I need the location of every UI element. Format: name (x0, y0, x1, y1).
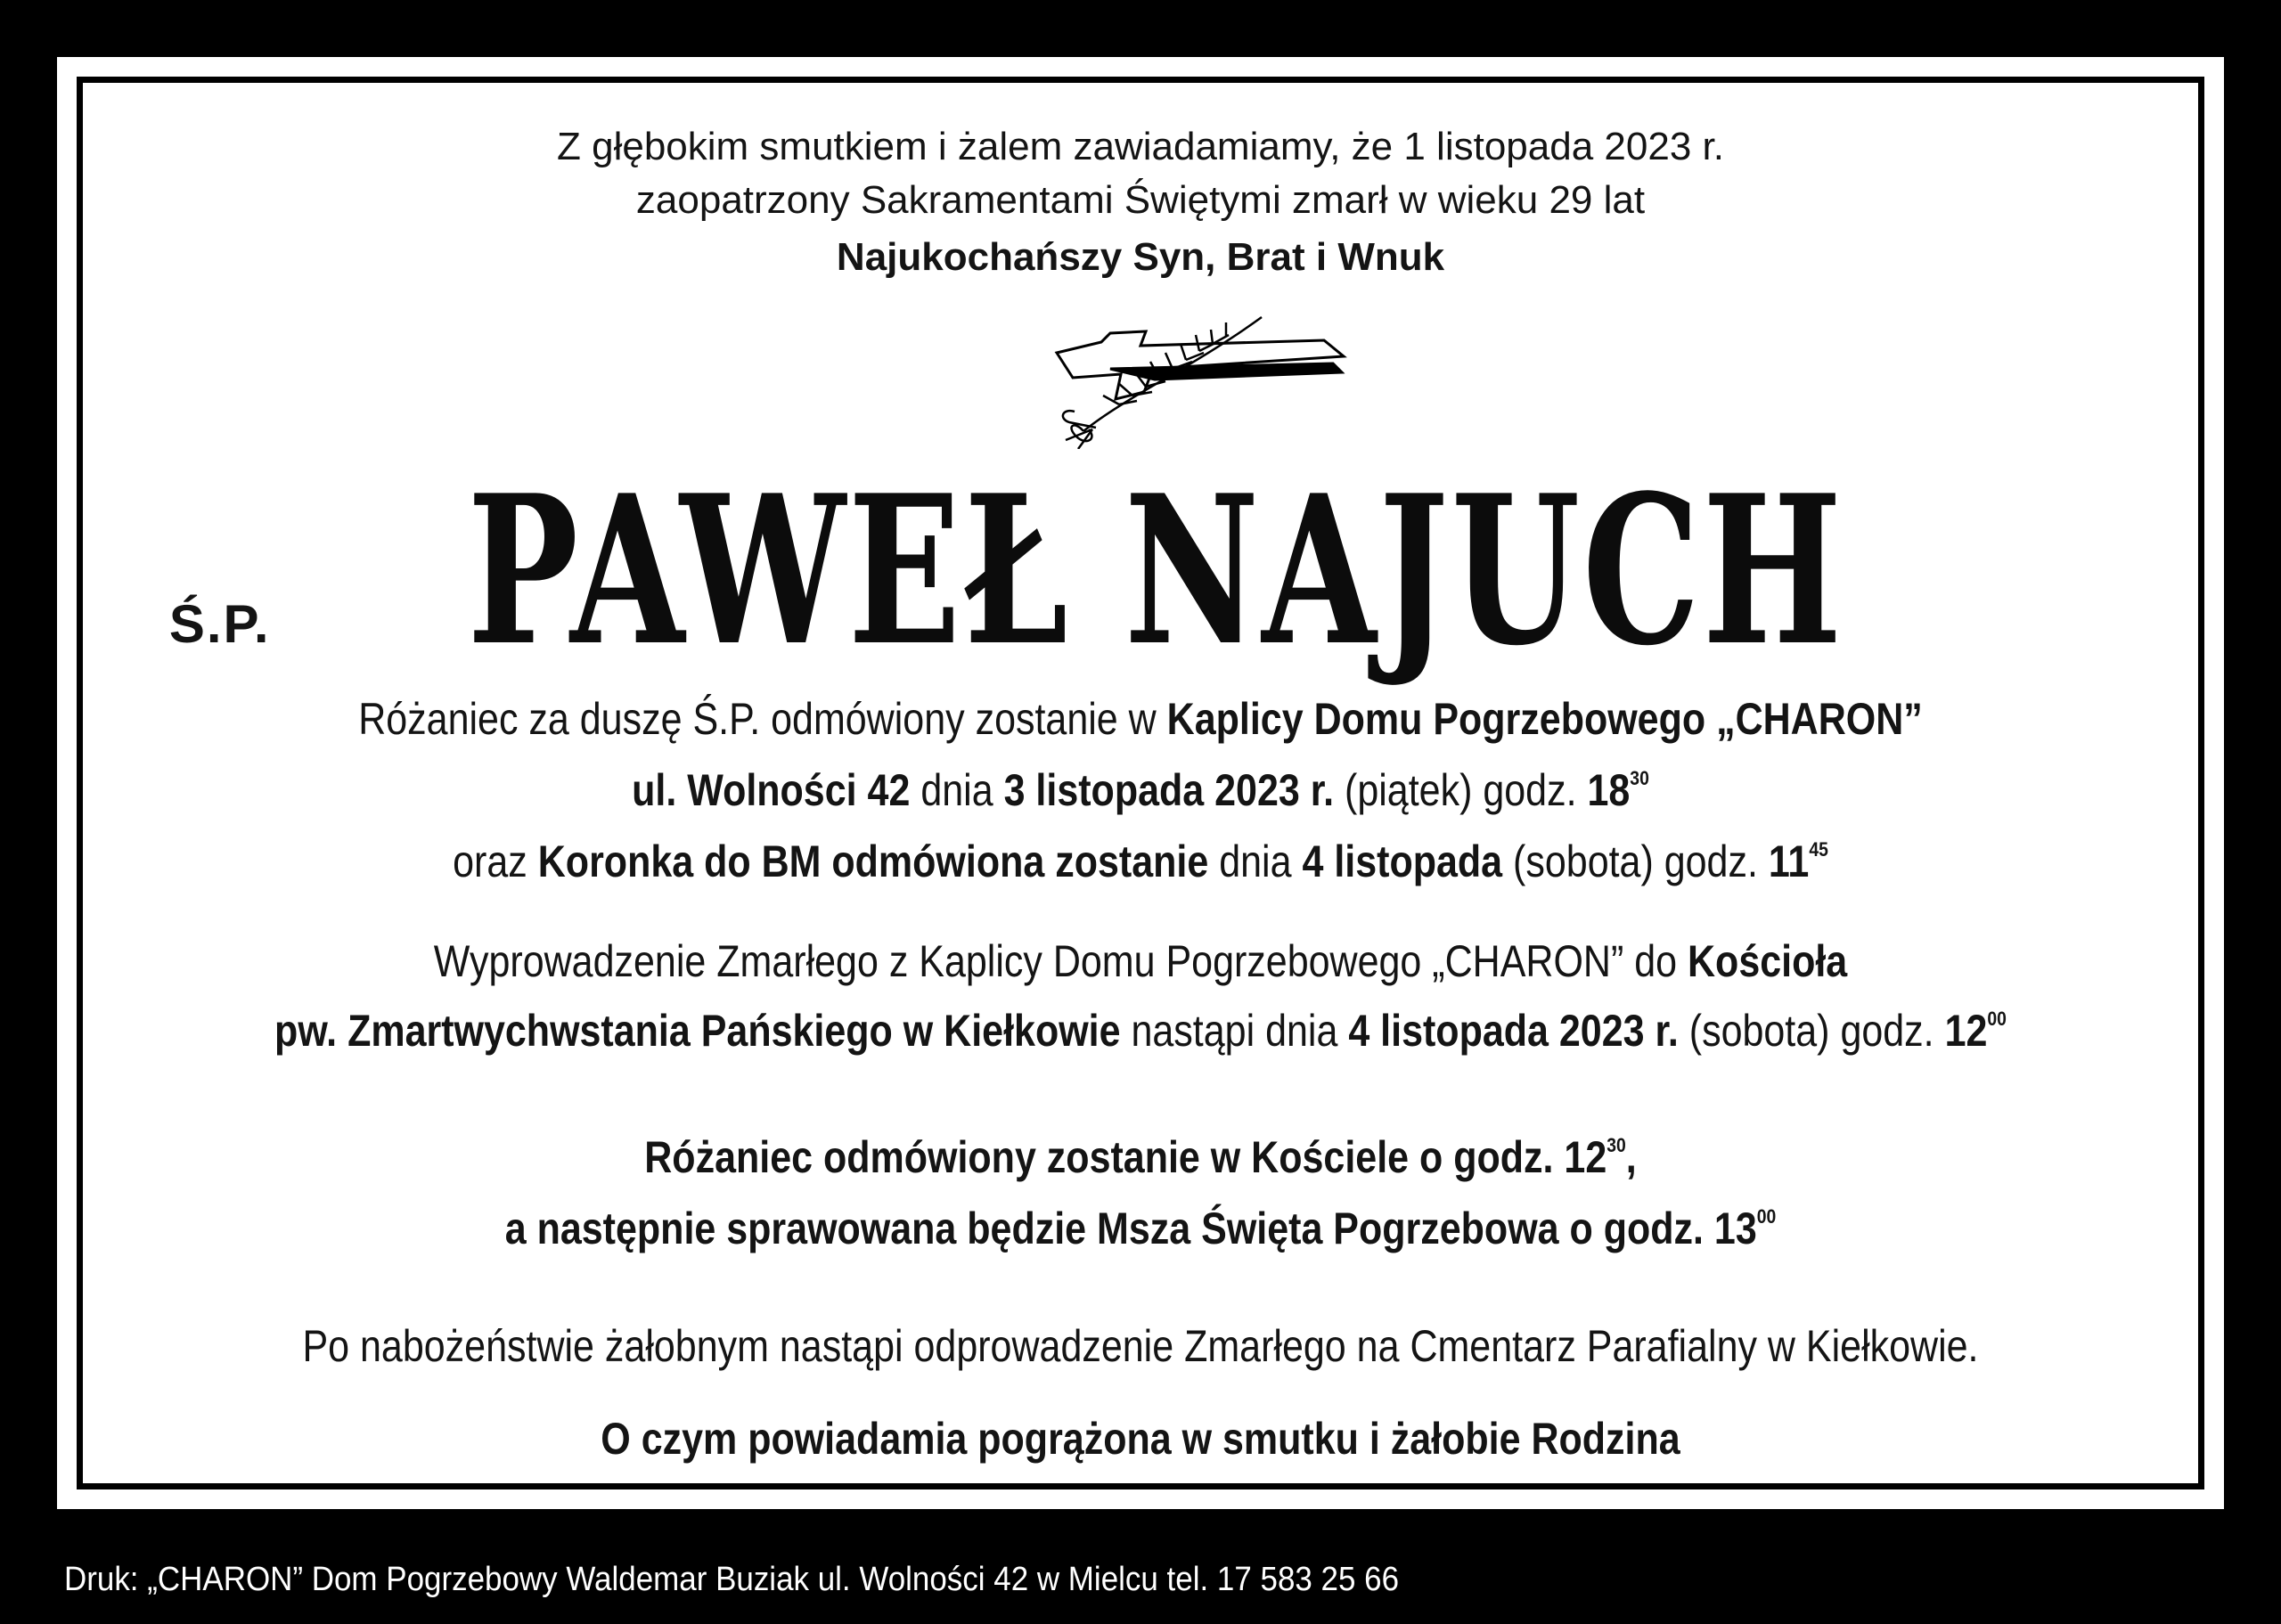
procession-minutes: 00 (1987, 1007, 2007, 1030)
rosary-date: 3 listopada 2023 r. (1003, 765, 1335, 815)
chaplet-hour: 11 (1768, 836, 1810, 886)
text: dnia (1208, 836, 1303, 886)
chaplet-text: Koronka do BM odmówiona zostanie (537, 836, 1209, 886)
mass-rosary-minutes: 30 (1607, 1133, 1626, 1156)
chaplet-date: 4 listopada (1302, 836, 1503, 886)
procession-line-1 (225, 935, 2056, 987)
text: dnia (910, 765, 1004, 815)
procession-date: 4 listopada 2023 r. (1348, 1006, 1679, 1056)
rosary-line-2 (225, 764, 2056, 816)
printer-footer: Druk: „CHARON” Dom Pogrzebowy Waldemar Buziak ul. Wolności 42 w Mielcu tel. 17 583 25 66 (64, 1561, 1400, 1598)
burial-line: Po nabożeństwie żałobnym nastąpi odprowadzenie Zmarłego na Cmentarz Parafialny w Kiełkowie. (302, 1321, 1979, 1371)
rosary-line-1 (225, 693, 2056, 745)
text: Różaniec odmówiony zostanie w Kościele o godz. 12 (644, 1132, 1607, 1182)
deceased-name: PAWEŁ NAJUCH (467, 451, 1844, 691)
cross-with-palm-icon (1048, 315, 1422, 449)
chaplet-minutes: 45 (1809, 837, 1828, 861)
chapel-name: Kaplicy Domu Pogrzebowego „CHARON” (1166, 694, 1923, 744)
church-name: pw. Zmartwychwstania Pańskiego w Kiełkowie (274, 1006, 1121, 1056)
chapel-address: ul. Wolności 42 (632, 765, 911, 815)
rosary-minutes: 30 (1630, 766, 1649, 789)
text: , (1625, 1132, 1637, 1182)
obituary-notice (77, 77, 2204, 1489)
mass-line-2 (225, 1203, 2056, 1254)
text: (sobota) godz. (1502, 836, 1769, 886)
text: (sobota) godz. (1678, 1006, 1945, 1056)
text: a następnie sprawowana będzie Msza Święta Pogrzebowa o godz. 13 (504, 1204, 1757, 1253)
mass-minutes: 00 (1756, 1204, 1777, 1228)
deceased-prefix: Ś.P. (168, 594, 271, 654)
text: Wyprowadzenie Zmarłego z Kaplicy Domu Pogrzebowego „CHARON” do (433, 936, 1688, 986)
text: nastąpi dnia (1120, 1006, 1349, 1056)
text: (piątek) godz. (1334, 765, 1588, 815)
closing-line: O czym powiadamia pogrążona w smutku i żałobie Rodzina (601, 1414, 1680, 1464)
intro-line-2: zaopatrzony Sakramentami Świętymi zmarł w wieku 29 lat (635, 178, 1646, 222)
rosary-line-3 (225, 836, 2056, 887)
procession-line-2 (225, 1005, 2056, 1057)
deceased-name-row (77, 451, 2204, 691)
rosary-hour: 18 (1587, 765, 1631, 815)
mass-line-1 (225, 1131, 2056, 1183)
church-label: Kościoła (1687, 936, 1848, 986)
intro-line-1: Z głębokim smutkiem i żalem zawiadamiamy, że 1 listopada 2023 r. (557, 125, 1724, 168)
procession-hour: 12 (1944, 1006, 1988, 1056)
intro-line-3: Najukochańszy Syn, Brat i Wnuk (836, 235, 1445, 279)
rosary-text: Różaniec za duszę Ś.P. odmówiony zostanie w (358, 694, 1167, 744)
text: oraz (453, 836, 538, 886)
